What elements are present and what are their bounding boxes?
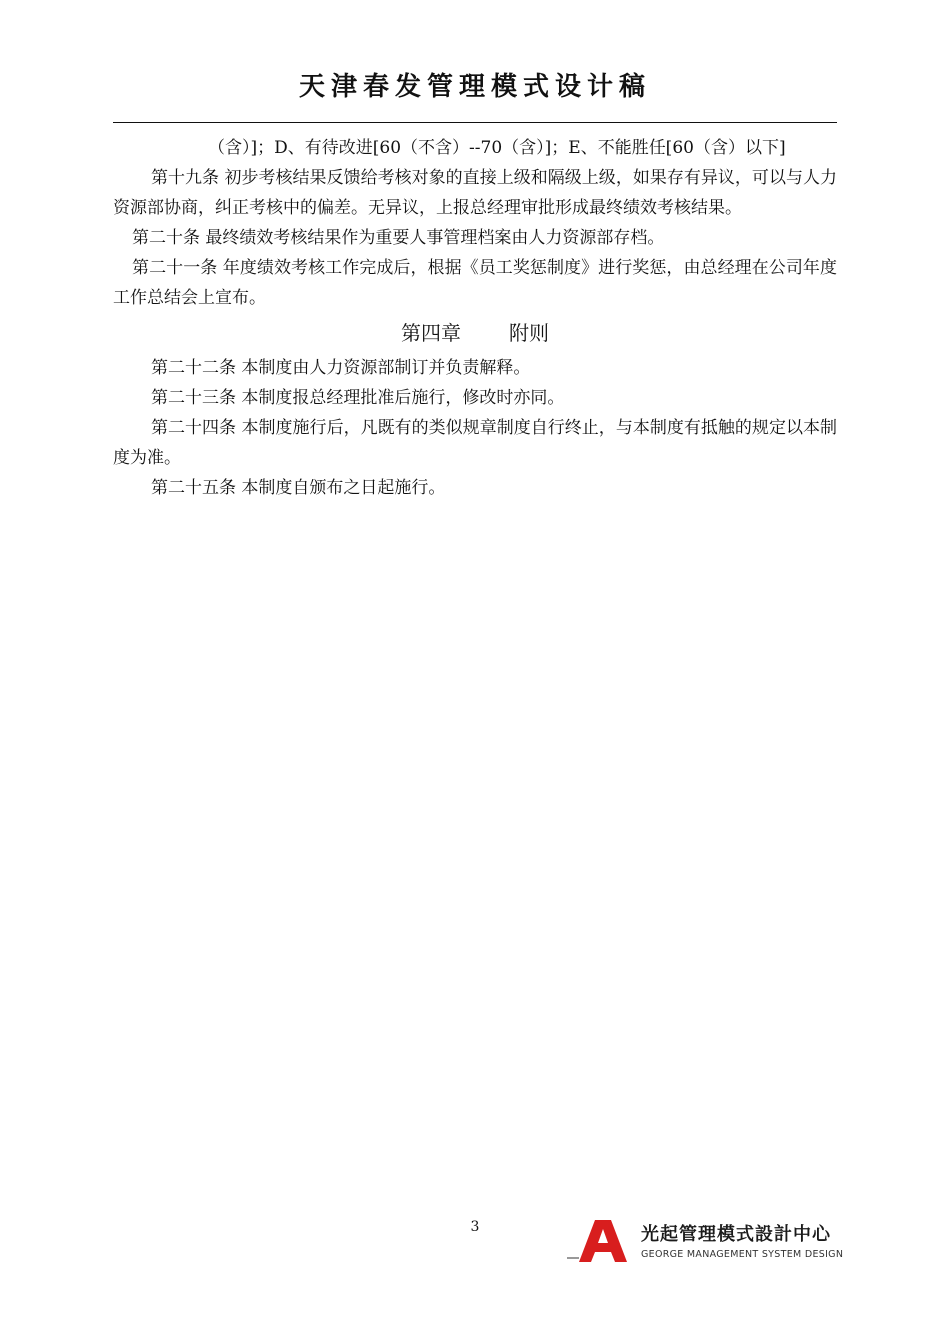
header-title: 天津春发管理模式设计稿 bbox=[298, 72, 651, 102]
article-20: 第二十条 最终绩效考核结果作为重要人事管理档案由人力资源部存档。 bbox=[132, 228, 665, 248]
article-22: 第二十二条 本制度由人力资源部制订并负责解释。 bbox=[151, 358, 531, 378]
page-number: 3 bbox=[470, 1219, 480, 1235]
logo-chinese-name: 光起管理模式設計中心 bbox=[641, 1224, 831, 1245]
continuation-line: （含）]；D、有待改进[60（不含）--70（含）]；E、不能胜任[60（含）以下] bbox=[208, 138, 786, 158]
company-logo bbox=[565, 1216, 844, 1266]
logo-english-name: GEORGE MANAGEMENT SYSTEM DESIGN bbox=[641, 1249, 844, 1260]
chapter-title: 附则 bbox=[509, 321, 549, 345]
chapter-number: 第四章 bbox=[401, 321, 461, 345]
article-25: 第二十五条 本制度自颁布之日起施行。 bbox=[151, 478, 446, 498]
chapter-heading bbox=[113, 313, 837, 353]
logo-a-mark-icon bbox=[565, 1218, 635, 1262]
article-19: 第十九条 初步考核结果反馈给考核对象的直接上级和隔级上级，如果存有异议，可以与人力资源部协商，纠正考核中的偏差。无异议，上报总经理审批形成最终绩效考核结果。 bbox=[113, 168, 837, 218]
header-divider bbox=[113, 122, 837, 123]
document-body bbox=[113, 133, 837, 503]
article-21: 第二十一条 年度绩效考核工作完成后，根据《员工奖惩制度》进行奖惩，由总经理在公司年度工作总结会上宣布。 bbox=[113, 258, 837, 308]
article-24: 第二十四条 本制度施行后，凡既有的类似规章制度自行终止，与本制度有抵触的规定以本制度为准。 bbox=[113, 418, 837, 468]
article-23: 第二十三条 本制度报总经理批准后施行，修改时亦同。 bbox=[151, 388, 565, 408]
